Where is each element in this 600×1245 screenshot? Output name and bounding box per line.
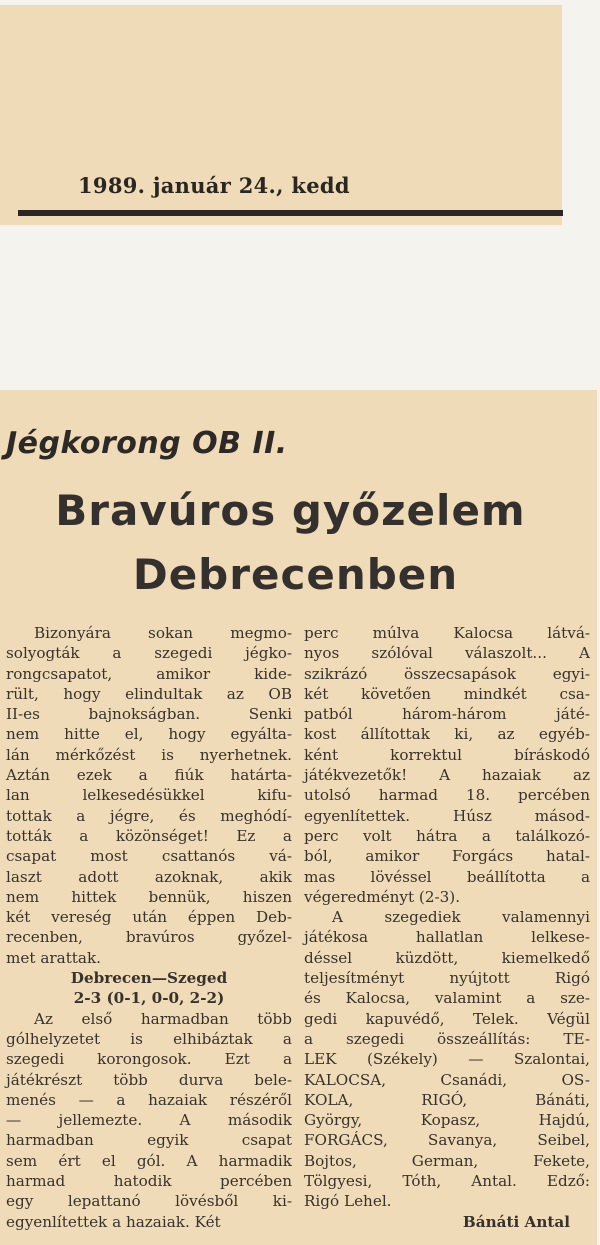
article-text-line: a szegedi összeállítás: TE-: [304, 1029, 590, 1048]
article-text-line: tottak a jégre, és meghódí-: [6, 806, 292, 825]
article-author: Bánáti Antal: [462, 1212, 570, 1231]
article-text-line: FORGÁCS, Savanya, Seibel,: [304, 1131, 590, 1150]
article-text-line: György, Kopasz, Hajdú,: [304, 1111, 590, 1130]
article-text-line: A szegediek valamennyi: [332, 908, 590, 927]
article-text-line: tották a közönséget! Ez a: [6, 826, 292, 845]
article-clipping: [0, 390, 597, 1245]
article-text-line: nem hittek bennük, hiszen: [6, 887, 292, 906]
article-text-line: végeredményt (2-3).: [304, 887, 461, 906]
article-text-line: Rigó Lehel.: [304, 1192, 392, 1211]
article-text-line: perc múlva Kalocsa látvá-: [304, 624, 590, 642]
article-text-line: nem hitte el, hogy egyálta-: [6, 725, 292, 744]
article-text-line: solyogták a szegedi jégko-: [6, 644, 292, 663]
article-text-line: két követően mindkét csa-: [304, 684, 590, 703]
article-text-line: két vereség után éppen Deb-: [6, 908, 292, 927]
article-text-line: lan lelkesedésükkel kifu-: [6, 786, 292, 805]
article-text-line: II-es bajnokságban. Senki: [6, 705, 292, 724]
date-rule: [18, 210, 563, 216]
article-text-line: sem ért el gól. A harmadik: [6, 1151, 292, 1170]
article-text-line: egyenlítettek a hazaiak. Két: [6, 1212, 221, 1231]
article-text-line: Tölgyesi, Tóth, Antal. Edző:: [304, 1172, 590, 1191]
article-text-line: patból három-három játé-: [304, 705, 590, 724]
article-text-line: KOLA, RIGÓ, Bánáti,: [304, 1090, 590, 1109]
article-text-line: teljesítményt nyújtott Rigó: [304, 969, 590, 988]
article-text-line: játékvezetők! A hazaiak az: [304, 766, 590, 785]
article-text-line: nyos szólóval válaszolt... A: [304, 644, 590, 663]
section-label: Jégkorong OB II.: [6, 426, 288, 461]
article-text-line: met arattak.: [6, 948, 101, 967]
article-text-line: Bizonyára sokan megmo-: [34, 624, 292, 642]
article-text-line: játékosa hallatlan lelkese-: [304, 928, 590, 947]
article-text-line: KALOCSA, Csanádi, OS-: [304, 1070, 590, 1089]
article-text-line: és Kalocsa, valamint a sze-: [304, 989, 590, 1008]
article-text-line: 2-3 (0-1, 0-0, 2-2): [73, 989, 225, 1008]
date-clipping: [0, 5, 562, 225]
article-text-line: déssel küzdött, kiemelkedő: [304, 948, 590, 967]
article-right-column: [304, 623, 590, 1232]
article-text-line: egyenlítettek. Húsz másod-: [304, 806, 590, 825]
article-text-line: csapat most csattanós vá-: [6, 847, 292, 866]
headline-line-1: Bravúros győzelem: [55, 486, 526, 535]
article-text-line: játékrészt több durva bele-: [6, 1070, 292, 1089]
article-text-line: — jellemezte. A második: [6, 1111, 292, 1130]
article-text-line: Az első harmadban több: [34, 1009, 292, 1028]
article-text-line: Debrecen—Szeged: [70, 969, 228, 988]
article-text-line: Aztán ezek a fiúk határta-: [6, 766, 292, 785]
article-text-line: menés — a hazaiak részéről: [6, 1090, 292, 1109]
headline-line-2: Debrecenben: [132, 550, 459, 599]
article-text-line: ból, amikor Forgács hatal-: [304, 847, 590, 866]
article-text-line: szegedi korongosok. Ezt a: [6, 1050, 292, 1069]
article-text-line: recenben, bravúros győzel-: [6, 928, 292, 947]
article-text-line: kost állítottak ki, az egyéb-: [304, 725, 590, 744]
article-text-line: egy lepattanó lövésből ki-: [6, 1192, 292, 1211]
article-text-line: perc volt hátra a találkozó-: [304, 826, 590, 845]
article-text-line: Bojtos, German, Fekete,: [304, 1151, 590, 1170]
article-text-line: szikrázó összecsapások egyi-: [304, 664, 590, 683]
article-text-line: LEK (Székely) — Szalontai,: [304, 1050, 590, 1069]
article-text-line: harmad hatodik percében: [6, 1172, 292, 1191]
article-text-line: mas lövéssel beállította a: [304, 867, 590, 886]
date-line: 1989. január 24., kedd: [78, 173, 350, 198]
article-text-line: gólhelyzetet is elhibáztak a: [6, 1029, 292, 1048]
article-text-line: harmadban egyik csapat: [6, 1131, 292, 1150]
article-text-line: rongcsapatot, amikor kide-: [6, 664, 292, 683]
article-text-line: rült, hogy elindultak az OB: [6, 684, 292, 703]
article-left-column: [6, 623, 292, 1232]
article-text-line: lán mérkőzést is nyerhetnek.: [6, 745, 292, 764]
article-text-line: ként korrektul bíráskodó: [304, 745, 590, 764]
article-text-line: gedi kapuvédő, Telek. Végül: [304, 1009, 590, 1028]
article-text-line: laszt adott azoknak, akik: [6, 867, 292, 886]
article-text-line: utolsó harmad 18. percében: [304, 786, 590, 805]
